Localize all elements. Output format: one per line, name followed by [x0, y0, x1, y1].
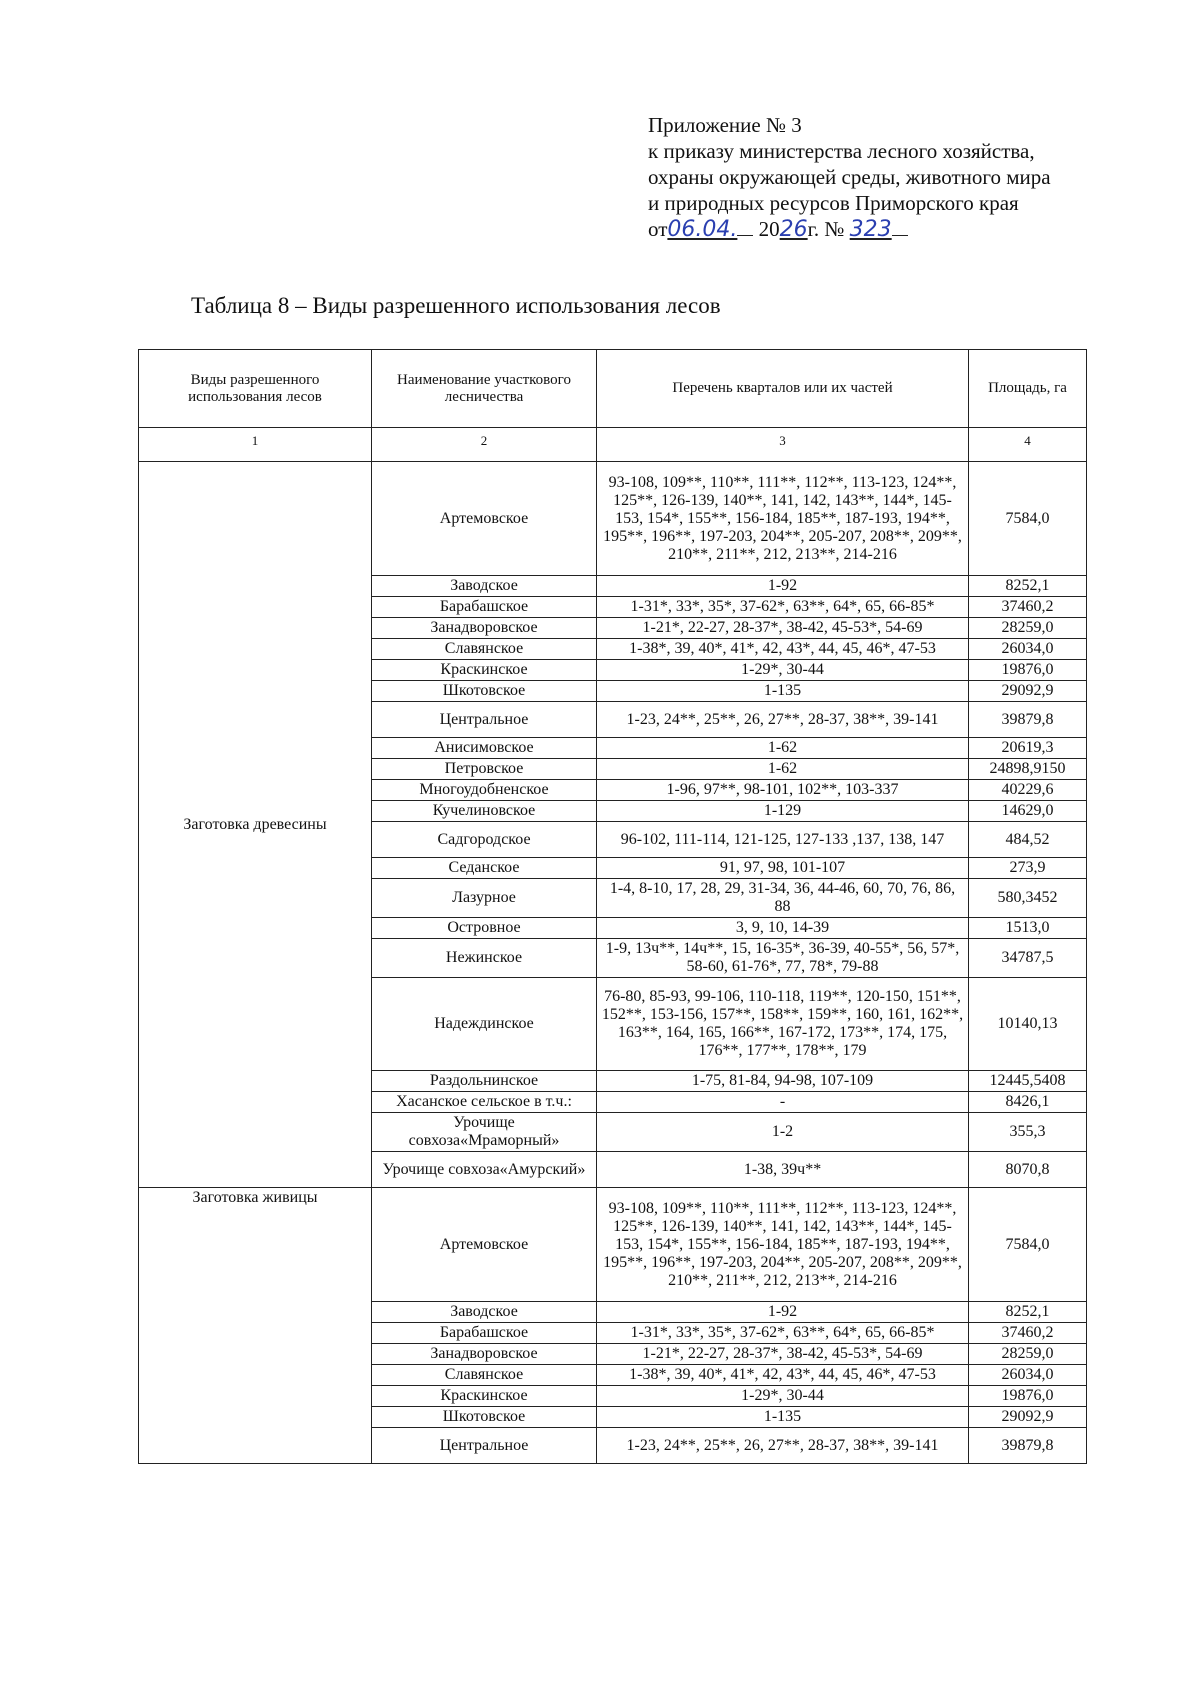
year-prefix: 20 [758, 217, 780, 241]
forestry-name-cell: Барабашское [372, 1323, 597, 1344]
col-number: 4 [969, 428, 1087, 462]
area-cell: 34787,5 [969, 939, 1087, 978]
area-cell: 580,3452 [969, 879, 1087, 918]
area-cell: 8426,1 [969, 1092, 1087, 1113]
forestry-name-cell: Кучелиновское [372, 801, 597, 822]
quarters-cell: 1-29*, 30-44 [597, 1386, 969, 1407]
forestry-name-cell: Центральное [372, 702, 597, 738]
col-header-use-type: Виды разрешенного использования лесов [139, 350, 372, 428]
quarters-cell: 1-129 [597, 801, 969, 822]
quarters-cell: 1-135 [597, 1407, 969, 1428]
appendix-title: Приложение № 3 [648, 113, 802, 137]
forestry-name-cell: Многоудобненское [372, 780, 597, 801]
forestry-name-cell: Занадворовское [372, 1344, 597, 1365]
quarters-cell: 3, 9, 10, 14-39 [597, 918, 969, 939]
area-cell: 20619,3 [969, 738, 1087, 759]
quarters-cell: - [597, 1092, 969, 1113]
quarters-cell: 1-23, 24**, 25**, 26, 27**, 28-37, 38**, 39-141 [597, 1428, 969, 1464]
forestry-name-cell: Славянское [372, 1365, 597, 1386]
area-cell: 1513,0 [969, 918, 1087, 939]
col-header-forestry-name: Наименование участкового лесничества [372, 350, 597, 428]
quarters-cell: 1-38*, 39, 40*, 41*, 42, 43*, 44, 45, 46*, 47-53 [597, 1365, 969, 1386]
forestry-name-cell: Барабашское [372, 597, 597, 618]
area-cell: 29092,9 [969, 1407, 1087, 1428]
date-prefix: от [648, 217, 668, 241]
area-cell: 19876,0 [969, 1386, 1087, 1407]
area-cell: 10140,13 [969, 978, 1087, 1071]
forestry-name-cell: Нежинское [372, 939, 597, 978]
area-cell: 28259,0 [969, 618, 1087, 639]
forestry-name-cell: Садгородское [372, 822, 597, 858]
forestry-name-cell: Артемовское [372, 1188, 597, 1302]
header-row [139, 350, 1087, 428]
area-cell: 273,9 [969, 858, 1087, 879]
area-cell: 8252,1 [969, 1302, 1087, 1323]
area-cell: 29092,9 [969, 681, 1087, 702]
area-cell: 12445,5408 [969, 1071, 1087, 1092]
handwritten-order-number: 323 [849, 217, 892, 242]
area-cell: 7584,0 [969, 462, 1087, 576]
area-cell: 39879,8 [969, 1428, 1087, 1464]
table-row [139, 462, 1087, 576]
quarters-cell: 93-108, 109**, 110**, 111**, 112**, 113-123, 124**, 125**, 126-139, 140**, 141, 142, 143**, 144*, 145-153, 154*, 155**, 156-184, 185**, 187-193, 194**, 195**, 196**, 197-203, 204**, 205-207, 208**, 209**, 210**, 211**, 212, 213**, 214-216 [597, 1188, 969, 1302]
forestry-name-cell: Краскинское [372, 660, 597, 681]
forestry-name-cell: Лазурное [372, 879, 597, 918]
area-cell: 8070,8 [969, 1152, 1087, 1188]
area-cell: 28259,0 [969, 1344, 1087, 1365]
forestry-name-cell: Артемовское [372, 462, 597, 576]
forestry-name-cell: Урочище совхоза«Мраморный» [372, 1113, 597, 1152]
area-cell: 14629,0 [969, 801, 1087, 822]
order-date-line [648, 216, 1051, 243]
ministry-line: охраны окружающей среды, животного мира [648, 165, 1051, 189]
quarters-cell: 1-31*, 33*, 35*, 37-62*, 63**, 64*, 65, 66-85* [597, 1323, 969, 1344]
year-suffix: г. № [807, 217, 845, 241]
area-cell: 355,3 [969, 1113, 1087, 1152]
area-cell: 26034,0 [969, 1365, 1087, 1386]
forest-use-table [138, 349, 1087, 1464]
forestry-name-cell: Раздольнинское [372, 1071, 597, 1092]
quarters-cell: 1-92 [597, 576, 969, 597]
quarters-cell: 1-4, 8-10, 17, 28, 29, 31-34, 36, 44-46, 60, 70, 76, 86, 88 [597, 879, 969, 918]
quarters-cell: 76-80, 85-93, 99-106, 110-118, 119**, 120-150, 151**, 152**, 153-156, 157**, 158**, 159**, 160, 161, 162**, 163**, 164, 165, 166**, 167-172, 173**, 174, 175, 176**, 177**, 178**, 179 [597, 978, 969, 1071]
handwritten-date: 06.04. [667, 217, 738, 242]
quarters-cell: 1-21*, 22-27, 28-37*, 38-42, 45-53*, 54-69 [597, 618, 969, 639]
area-cell: 37460,2 [969, 1323, 1087, 1344]
col-header-area: Площадь, га [969, 350, 1087, 428]
col-header-quarters: Перечень кварталов или их частей [597, 350, 969, 428]
region-line: и природных ресурсов Приморского края [648, 191, 1019, 215]
appendix-header [648, 112, 1051, 243]
quarters-cell: 96-102, 111-114, 121-125, 127-133 ,137, 138, 147 [597, 822, 969, 858]
forestry-name-cell: Шкотовское [372, 1407, 597, 1428]
forestry-name-cell: Шкотовское [372, 681, 597, 702]
quarters-cell: 1-21*, 22-27, 28-37*, 38-42, 45-53*, 54-69 [597, 1344, 969, 1365]
quarters-cell: 1-9, 13ч**, 14ч**, 15, 16-35*, 36-39, 40-55*, 56, 57*, 58-60, 61-76*, 77, 78*, 79-88 [597, 939, 969, 978]
forestry-name-cell: Краскинское [372, 1386, 597, 1407]
col-number: 2 [372, 428, 597, 462]
area-cell: 24898,9150 [969, 759, 1087, 780]
forestry-name-cell: Центральное [372, 1428, 597, 1464]
group2-body [139, 1188, 1087, 1464]
area-cell: 19876,0 [969, 660, 1087, 681]
col-number: 3 [597, 428, 969, 462]
table-title: Таблица 8 – Виды разрешенного использования лесов [191, 293, 721, 318]
col-number: 1 [139, 428, 372, 462]
area-cell: 39879,8 [969, 702, 1087, 738]
area-cell: 40229,6 [969, 780, 1087, 801]
quarters-cell: 1-38, 39ч** [597, 1152, 969, 1188]
quarters-cell: 1-92 [597, 1302, 969, 1323]
date-underline [737, 217, 753, 236]
quarters-cell: 1-38*, 39, 40*, 41*, 42, 43*, 44, 45, 46*, 47-53 [597, 639, 969, 660]
group1-body [139, 462, 1087, 1188]
quarters-cell: 1-23, 24**, 25**, 26, 27**, 28-37, 38**, 39-141 [597, 702, 969, 738]
quarters-cell: 1-96, 97**, 98-101, 102**, 103-337 [597, 780, 969, 801]
use-type-cell: Заготовка живицы [139, 1188, 372, 1464]
quarters-cell: 1-75, 81-84, 94-98, 107-109 [597, 1071, 969, 1092]
quarters-cell: 1-31*, 33*, 35*, 37-62*, 63**, 64*, 65, 66-85* [597, 597, 969, 618]
area-cell: 37460,2 [969, 597, 1087, 618]
forestry-name-cell: Анисимовское [372, 738, 597, 759]
quarters-cell: 1-29*, 30-44 [597, 660, 969, 681]
forestry-name-cell: Петровское [372, 759, 597, 780]
forestry-name-cell: Хасанское сельское в т.ч.: [372, 1092, 597, 1113]
area-cell: 26034,0 [969, 639, 1087, 660]
forestry-name-cell: Урочище совхоза«Амурский» [372, 1152, 597, 1188]
forestry-name-cell: Славянское [372, 639, 597, 660]
quarters-cell: 93-108, 109**, 110**, 111**, 112**, 113-123, 124**, 125**, 126-139, 140**, 141, 142, 143**, 144*, 145-153, 154*, 155**, 156-184, 185**, 187-193, 194**, 195**, 196**, 197-203, 204**, 205-207, 208**, 209**, 210**, 211**, 212, 213**, 214-216 [597, 462, 969, 576]
area-cell: 7584,0 [969, 1188, 1087, 1302]
forestry-name-cell: Седанское [372, 858, 597, 879]
quarters-cell: 91, 97, 98, 101-107 [597, 858, 969, 879]
quarters-cell: 1-62 [597, 759, 969, 780]
forestry-name-cell: Занадворовское [372, 618, 597, 639]
use-type-cell: Заготовка древесины [139, 462, 372, 1188]
area-cell: 484,52 [969, 822, 1087, 858]
forestry-name-cell: Заводское [372, 576, 597, 597]
quarters-cell: 1-62 [597, 738, 969, 759]
number-underline [892, 217, 908, 236]
forestry-name-cell: Заводское [372, 1302, 597, 1323]
column-number-row [139, 428, 1087, 462]
area-cell: 8252,1 [969, 576, 1087, 597]
handwritten-year: 26 [779, 217, 808, 242]
table-row [139, 1188, 1087, 1302]
forestry-name-cell: Надеждинское [372, 978, 597, 1071]
quarters-cell: 1-135 [597, 681, 969, 702]
order-reference-line: к приказу министерства лесного хозяйства, [648, 139, 1035, 163]
quarters-cell: 1-2 [597, 1113, 969, 1152]
forestry-name-cell: Островное [372, 918, 597, 939]
